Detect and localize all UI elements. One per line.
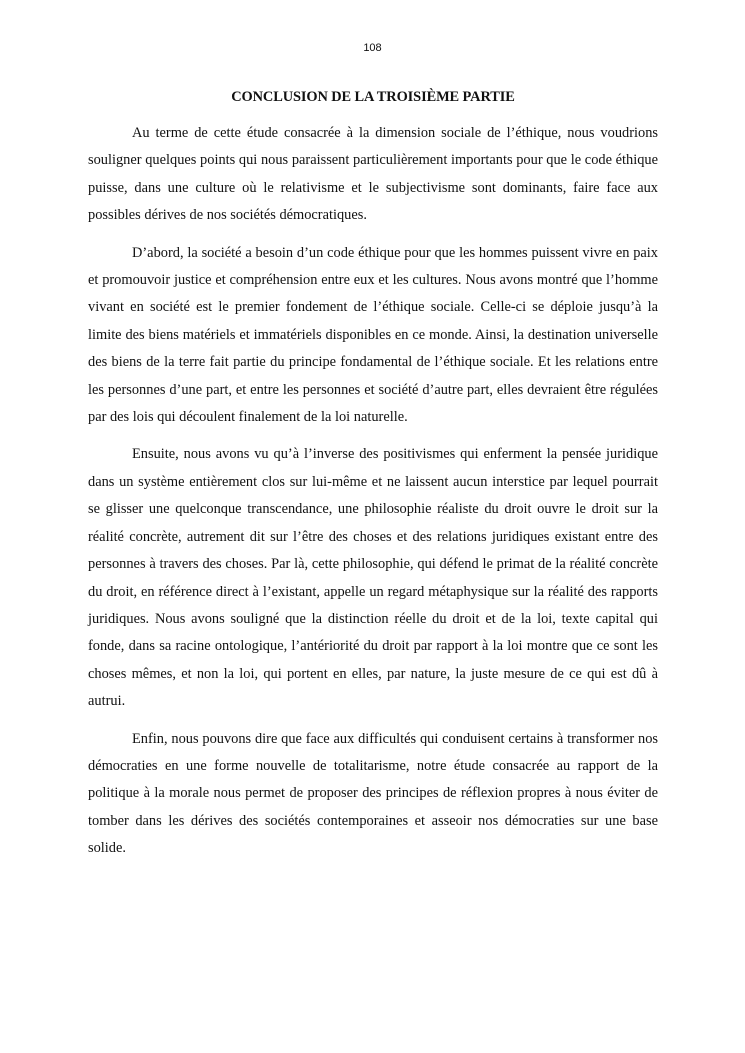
paragraph: Ensuite, nous avons vu qu’à l’inverse des positivismes qui enferment la pensée juridique dans un système entièrement clos sur lui-même et ne laissent aucun interstice par lequel pourrait se glisser une quelconque transcendance, une philosophie réaliste du droit ouvre le droit sur la réalité concrète, autrement dit sur l’être des choses et des relations juridiques existant entre des personnes à travers des choses. Par là, cette philosophie, qui défend le primat de la réalité concrète du droit, en référence direct à l’existant, appelle un regard métaphysique sur la réalité des rapports juridiques. Nous avons souligné que la distinction réelle du droit et de la loi, texte capital qui fonde, dans sa racine ontologique, l’antériorité du droit par rapport à la loi montre que ce sont les choses mêmes, et non la loi, qui portent en elles, par nature, la juste mesure de ce qui est dû à autrui. (88, 446, 658, 710)
paragraph: D’abord, la société a besoin d’un code éthique pour que les hommes puissent vivre en paix et promouvoir justice et compréhension entre eux et les cultures. Nous avons montré que l’homme vivant en société est le premier fondement de l’éthique sociale. Celle-ci se déploie jusqu’à la limite des biens matériels et immatériels disponibles en ce monde. Ainsi, la destination universelle des biens de la terre fait partie du principe fondamental de l’éthique sociale. Et les relations entre les personnes d’une part, et entre les personnes et société d’autre part, elles devraient être régulées par des lois qui découlent finalement de la loi naturelle. (88, 244, 658, 426)
body-text (88, 120, 658, 873)
page-number: 108 (363, 42, 382, 54)
section-title: CONCLUSION DE LA TROISIÈME PARTIE (231, 89, 515, 105)
paragraph: Au terme de cette étude consacrée à la dimension sociale de l’éthique, nous voudrions souligner quelques points qui nous paraissent particulièrement importants pour que le code éthique puisse, dans une culture où le relativisme et le subjectivisme sont dominants, faire face aux possibles dérives de nos sociétés démocratiques. (88, 125, 658, 224)
paragraph: Enfin, nous pouvons dire que face aux difficultés qui conduisent certains à transformer nos démocraties en une forme nouvelle de totalitarisme, notre étude consacrée au rapport de la politique à la morale nous permet de proposer des principes de réflexion propres à nous éviter de tomber dans les dérives des sociétés contemporaines et asseoir nos démocraties sur une base solide. (88, 730, 658, 857)
